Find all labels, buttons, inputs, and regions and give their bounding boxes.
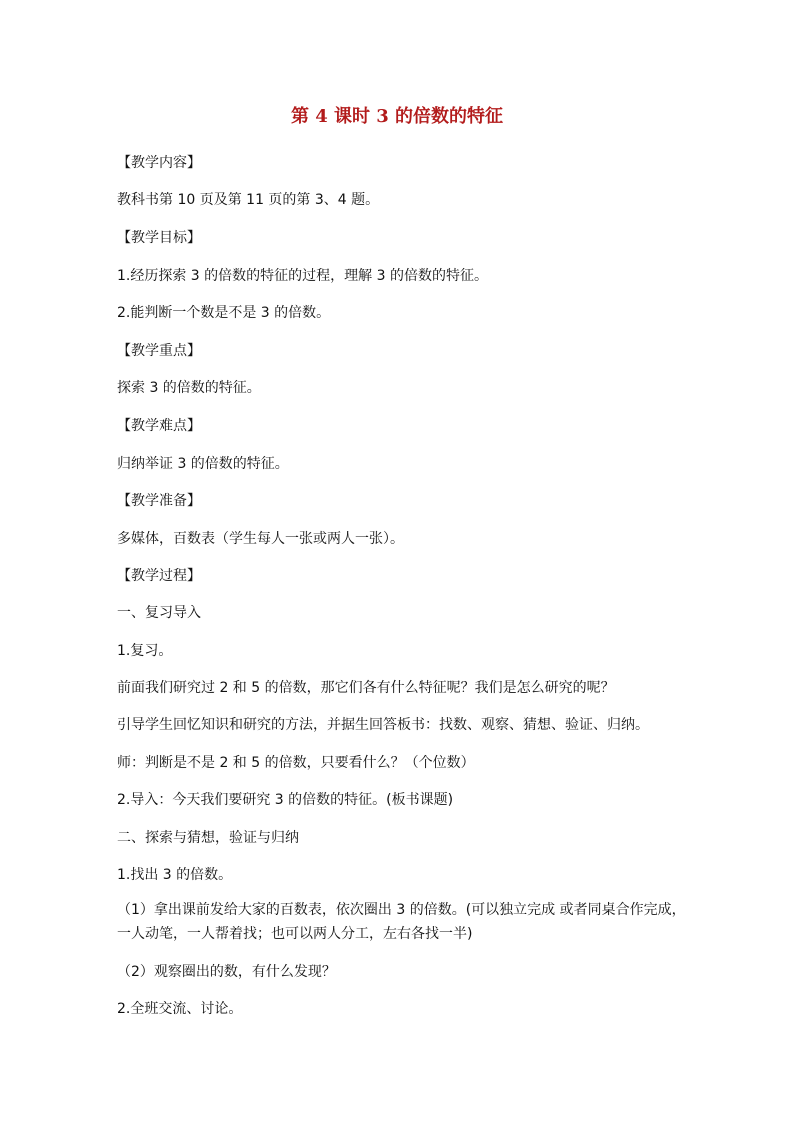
section-heading-objectives: 【教学目标】	[117, 230, 201, 246]
paragraph: （1）拿出课前发给大家的百数表，依次圈出 3 的倍数。(可以独立完成 或者同桌合作完成，一人动笔，一人帮着找；也可以两人分工，左右各找一半)	[117, 902, 686, 942]
section-heading-process: 【教学过程】	[117, 568, 201, 584]
subheading: 二、探索与猜想，验证与归纳	[117, 830, 299, 846]
paragraph: 师：判断是不是 2 和 5 的倍数，只要看什么？（个位数）	[117, 755, 475, 771]
paragraph: 探索 3 的倍数的特征。	[117, 380, 261, 396]
section-heading-content: 【教学内容】	[117, 155, 201, 171]
paragraph: 1.找出 3 的倍数。	[117, 867, 233, 883]
subheading: 一、复习导入	[117, 605, 201, 621]
page-title: 第 4 课时 3 的倍数的特征	[290, 106, 504, 127]
section-heading-difficulties: 【教学难点】	[117, 418, 201, 434]
section-heading-key-points: 【教学重点】	[117, 343, 201, 359]
paragraph: 归纳举证 3 的倍数的特征。	[117, 456, 289, 472]
paragraph: 1.经历探索 3 的倍数的特征的过程，理解 3 的倍数的特征。	[117, 268, 488, 284]
paragraph: 教科书第 10 页及第 11 页的第 3、4 题。	[117, 192, 380, 208]
section-heading-preparation: 【教学准备】	[117, 493, 201, 509]
paragraph: 引导学生回忆知识和研究的方法，并据生回答板书：找数、观察、猜想、验证、归纳。	[117, 717, 649, 733]
paragraph: 2.导入：今天我们要研究 3 的倍数的特征。(板书课题)	[117, 792, 454, 808]
paragraph: 1.复习。	[117, 643, 173, 659]
paragraph: 2.能判断一个数是不是 3 的倍数。	[117, 305, 331, 321]
paragraph: （2）观察圈出的数，有什么发现？	[117, 964, 336, 980]
paragraph: 多媒体，百数表（学生每人一张或两人一张）。	[117, 531, 404, 547]
paragraph: 前面我们研究过 2 和 5 的倍数，那它们各有什么特征呢？我们是怎么研究的呢？	[117, 680, 615, 696]
paragraph: 2.全班交流、讨论。	[117, 1001, 243, 1017]
